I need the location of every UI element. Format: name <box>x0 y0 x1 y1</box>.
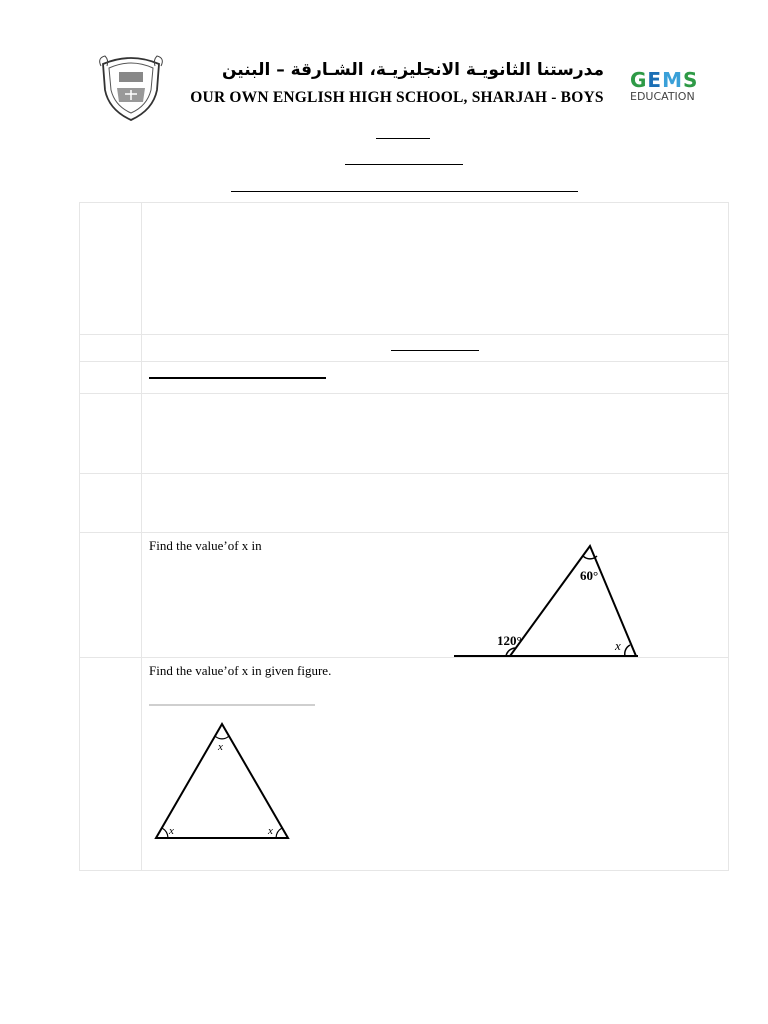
instructions-cell <box>142 203 729 335</box>
school-header <box>95 50 715 122</box>
gems-logo-sub: EDUCATION <box>630 90 695 103</box>
row-number-cell <box>80 335 142 362</box>
row-number-cell <box>80 362 142 394</box>
row-number-cell <box>80 533 142 658</box>
blank-line-long <box>231 191 578 192</box>
row-number-cell <box>80 658 142 871</box>
question-text: Find the value’of x in <box>149 538 262 553</box>
school-name-arabic: مدرستنا الثانويـة الانجليزيـة، الشـارقة – البنين <box>221 60 605 80</box>
question-cell <box>142 533 729 658</box>
question-cell <box>142 658 729 871</box>
top-angle-label: 60° <box>580 568 599 583</box>
section-underline <box>149 377 326 379</box>
left-x-label: x <box>169 825 174 837</box>
heading-underline <box>391 350 479 351</box>
unknown-angle-label: x <box>615 638 621 653</box>
empty-cell <box>142 474 729 533</box>
heading-cell <box>142 335 729 362</box>
question-text: Find the value’of x in given figure. <box>149 663 332 678</box>
triangle-figure-exterior-angle <box>452 541 642 661</box>
exterior-angle-label: 120° <box>497 633 522 648</box>
row-number-cell <box>80 394 142 474</box>
gems-logo <box>630 68 710 108</box>
school-name: OUR OWN ENGLISH HIGH SCHOOL, SHARJAH - BOYS <box>190 89 604 106</box>
worksheet-table <box>79 202 729 871</box>
section-cell <box>142 362 729 394</box>
figure-divider <box>149 704 315 706</box>
equilateral-triangle-figure <box>152 720 292 845</box>
blank-line-medium <box>345 164 463 165</box>
school-crest-icon <box>95 50 167 122</box>
blank-line-short <box>376 138 430 139</box>
empty-cell <box>142 394 729 474</box>
right-x-label: x <box>268 825 273 837</box>
row-number-cell <box>80 203 142 335</box>
top-x-label: x <box>218 741 223 753</box>
gems-logo-word: GEMS <box>630 68 699 92</box>
row-number-cell <box>80 474 142 533</box>
